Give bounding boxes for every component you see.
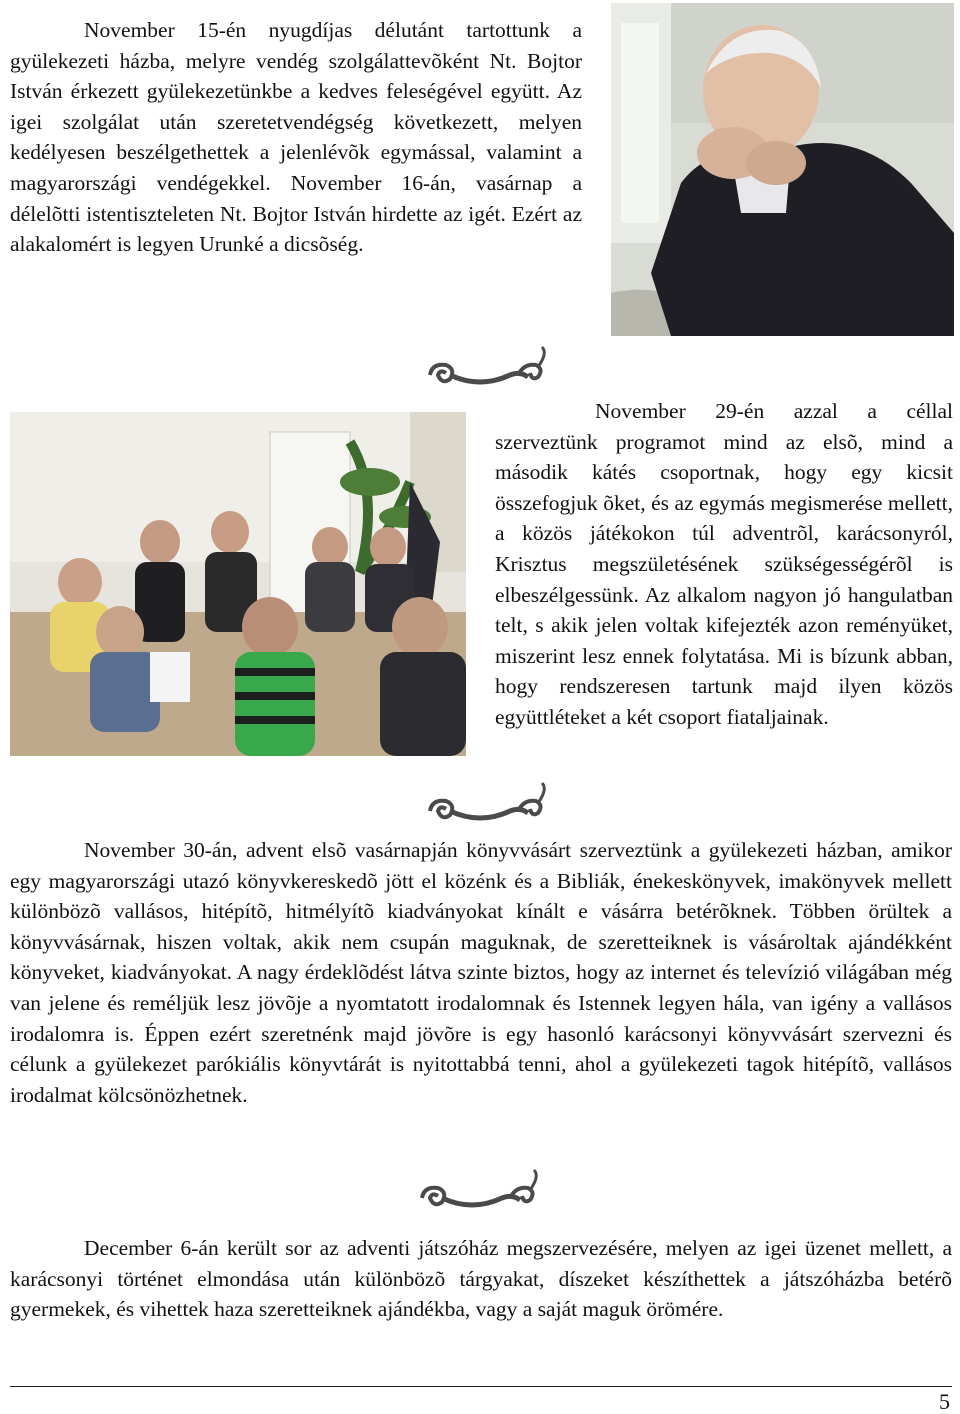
paragraph-nov-15 xyxy=(10,15,582,260)
photo-elderly-man xyxy=(611,3,954,336)
paragraph-text: November 29-én azzal a céllal szerveztünk programot mind az elsõ, mind a második kátés csoportnak, hogy egy kicsit összefogjuk õket, és az egymás megismerése mellett, a közös játékokon túl adventrõl, karácsonyról, Krisztus megszületésének szükségességérõl is elbeszélgessünk. Az alkalom nagyon jó hangulatban telt, s akik jelen voltak kifejezték azon reményüket, miszerint lesz ennek folytatása. Mi is bízunk abban, hogy rendszeresen tartunk majd ilyen közös együttléteket a két csoport fiataljainak. xyxy=(495,399,953,729)
scroll-flourish-icon xyxy=(420,345,560,395)
photo-youth-circle xyxy=(10,412,466,756)
paragraph-nov-30 xyxy=(10,835,952,1110)
footer-rule xyxy=(10,1386,952,1387)
page-number: 5 xyxy=(939,1389,950,1414)
paragraph-nov-29 xyxy=(495,396,953,733)
paragraph-text: November 15-én nyugdíjas délutánt tartottunk a gyülekezeti házba, melyre vendég szolgálattevõként Nt. Bojtor István érkezett gyülekezetünkbe a kedves feleségével együtt. Az igei szolgálat után szeretetvendégség következett, melyen kedélyesen beszélgethettek a jelenlévõk egymással, valamint a magyarországi vendégekkel. November 16-án, vasárnap a délelõtti istentiszteleten Nt. Bojtor István hirdette az igét. Ezért az alakalomért is legyen Urunké a dicsõség. xyxy=(10,18,582,257)
scroll-flourish-icon xyxy=(412,1168,552,1218)
scroll-flourish-icon xyxy=(420,781,560,831)
paragraph-text: November 30-án, advent elsõ vasárnapján könyvvásárt szerveztünk a gyülekezeti házban, amikor egy magyarországi utazó könyvkereskedõ jött el közénk és a Bibliák, énekeskönyvek, imakönyvek mellett különbözõ vallásos, hitépítõ, hitmélyítõ kiadványokat kínált e vásárra betérõknek. Többen örültek a könyvvásárnak, hiszen voltak, akik nem csupán maguknak, de szeretteiknek is vásároltak ajándékként könyveket, kiadványokat. A nagy érdeklõdést látva szinte biztos, hogy az internet és televízió világában még van jelene és reméljük lesz jövõje a nyomtatott irodalomnak és Istennek legyen hála, van igény a vallásos irodalomra is. Éppen ezért szeretnénk majd jövõre is egy hasonló karácsonyi könyvvásárt szervezni és célunk a gyülekezet parókiális könyvtárát is nyitottabbá tenni, ahol a gyülekezeti tagok hitépítõ, vallásos irodalmat kölcsönözhetnek. xyxy=(10,838,952,1107)
paragraph-dec-6 xyxy=(10,1233,952,1325)
paragraph-text: December 6-án került sor az adventi játszóház megszervezésére, melyen az igei üzenet mellett, a karácsonyi történet elmondása után különbözõ tárgyakat, díszeket készíthettek a játszóházba betérõ gyermekek, és vihettek haza szeretteiknek ajándékba, vagy a saját maguk örömére. xyxy=(10,1236,952,1322)
